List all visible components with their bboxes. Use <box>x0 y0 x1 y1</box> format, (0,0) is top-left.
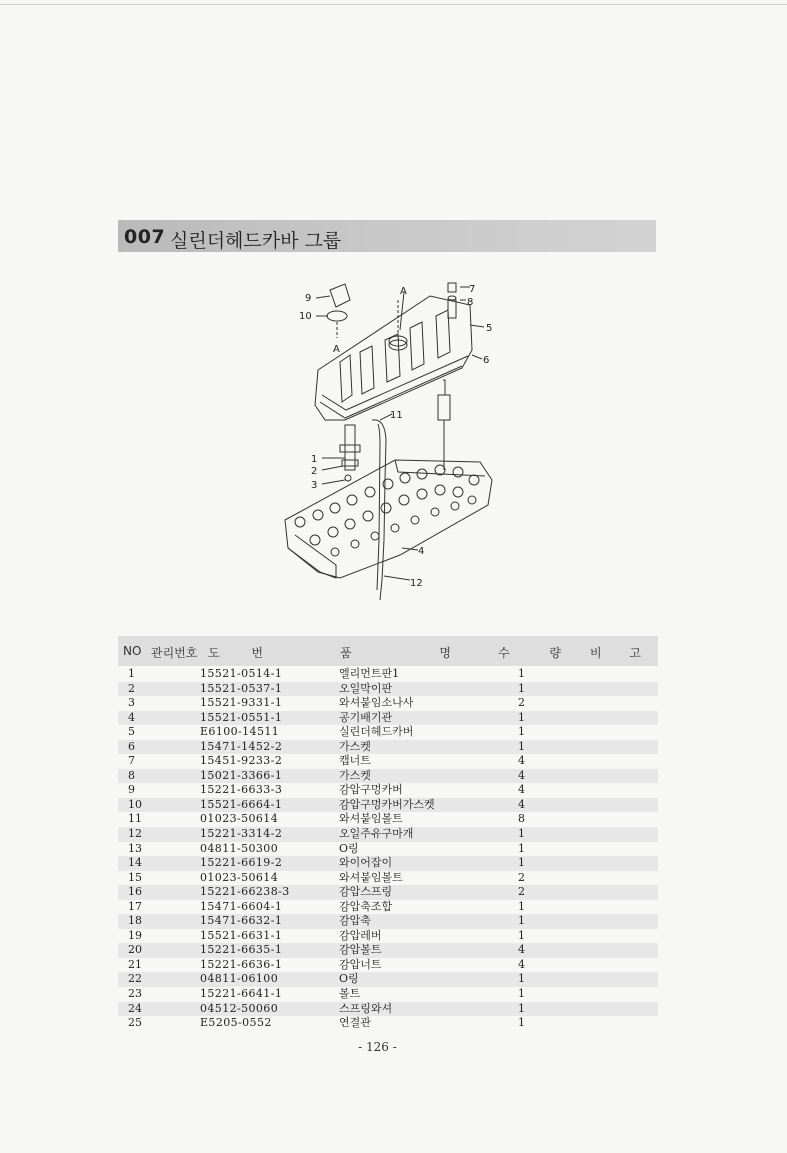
row-quantity: 1 <box>518 928 525 942</box>
row-part-name: 볼트 <box>339 987 361 1001</box>
row-quantity: 2 <box>518 696 525 710</box>
row-part-name: 감압축 <box>339 914 371 928</box>
row-part-number: 15221-6633-3 <box>200 783 283 797</box>
callout-label: 7 <box>469 284 476 295</box>
row-quantity: 4 <box>518 783 525 797</box>
row-part-number: 15221-6641-1 <box>200 987 283 1001</box>
cylinder-head-cover <box>315 296 472 420</box>
row-quantity: 1 <box>518 667 525 680</box>
header-remark: 비 고 <box>590 646 653 660</box>
row-part-number: 15521-0514-1 <box>200 667 283 680</box>
row-no: 5 <box>128 725 135 739</box>
row-part-number: 15471-6632-1 <box>200 914 283 928</box>
table-row <box>118 871 658 886</box>
row-quantity: 4 <box>518 957 525 971</box>
row-no: 1 <box>128 667 135 680</box>
row-no: 6 <box>128 739 135 753</box>
table-row <box>118 711 658 726</box>
row-quantity: 1 <box>518 1001 525 1015</box>
row-no: 21 <box>128 957 142 971</box>
table-row <box>118 682 658 697</box>
row-part-name: 와이어잡이 <box>339 856 393 870</box>
row-part-name: 감압스프링 <box>339 885 393 899</box>
table-row <box>118 856 658 871</box>
callout-label: 9 <box>305 293 312 304</box>
row-quantity: 1 <box>518 1016 525 1030</box>
parts-table-body <box>118 667 658 1031</box>
row-part-number: 15471-6604-1 <box>200 899 283 913</box>
row-quantity: 1 <box>518 856 525 870</box>
row-part-number: 15451-9233-2 <box>200 754 283 768</box>
row-part-name: 가스켓 <box>339 739 371 753</box>
callout-label: 11 <box>390 410 403 421</box>
row-no: 23 <box>128 987 142 1001</box>
row-part-number: 15221-66238-3 <box>200 885 290 899</box>
callout-label: 6 <box>483 355 490 366</box>
cylinder-head-cover-diagram <box>270 278 500 610</box>
callout-label: 3 <box>311 480 318 491</box>
row-quantity: 1 <box>518 899 525 913</box>
row-quantity: 1 <box>518 681 525 695</box>
row-no: 14 <box>128 856 142 870</box>
row-part-name: 오일주유구마개 <box>339 827 414 841</box>
row-part-name: 공기배기관 <box>339 710 393 724</box>
row-no: 20 <box>128 943 142 957</box>
table-row <box>118 943 658 958</box>
table-row <box>118 842 658 857</box>
row-part-number: 04811-06100 <box>200 972 279 986</box>
row-quantity: 8 <box>518 812 525 826</box>
row-quantity: 4 <box>518 754 525 768</box>
row-part-number: 15221-6636-1 <box>200 957 283 971</box>
table-row <box>118 900 658 915</box>
row-quantity: 4 <box>518 768 525 782</box>
row-quantity: 1 <box>518 841 525 855</box>
callout-label: 5 <box>486 323 493 334</box>
table-row <box>118 1002 658 1017</box>
row-part-name: O링 <box>339 972 359 986</box>
callout-label: 4 <box>418 546 425 557</box>
table-row <box>118 696 658 711</box>
row-no: 10 <box>128 797 142 811</box>
row-part-number: 01023-50614 <box>200 812 279 826</box>
row-part-name: 감압구멍카버가스켓 <box>339 797 435 811</box>
row-part-number: E6100-14511 <box>200 725 280 739</box>
row-part-name: 엘리먼트판1 <box>339 667 400 680</box>
row-part-number: 15521-6664-1 <box>200 797 283 811</box>
row-no: 22 <box>128 972 142 986</box>
row-part-number: 15521-6631-1 <box>200 928 283 942</box>
table-row <box>118 725 658 740</box>
row-quantity: 4 <box>518 943 525 957</box>
header-part-name: 품 명 <box>340 646 493 660</box>
table-row <box>118 1016 658 1031</box>
row-no: 4 <box>128 710 135 724</box>
row-no: 2 <box>128 681 135 695</box>
table-row <box>118 827 658 842</box>
table-row <box>118 783 658 798</box>
row-no: 8 <box>128 768 135 782</box>
row-part-number: 15221-6619-2 <box>200 856 283 870</box>
header-quantity: 수 량 <box>498 646 579 660</box>
row-part-number: 15471-1452-2 <box>200 739 283 753</box>
callout-label: A <box>400 286 407 297</box>
callout-label: 8 <box>467 297 474 308</box>
row-no: 15 <box>128 870 142 884</box>
top-border-line <box>0 4 787 5</box>
table-row <box>118 885 658 900</box>
row-part-number: 04512-50060 <box>200 1001 279 1015</box>
row-no: 19 <box>128 928 142 942</box>
table-row <box>118 667 658 682</box>
row-no: 24 <box>128 1001 142 1015</box>
section-code: 007 <box>124 226 166 248</box>
row-no: 18 <box>128 914 142 928</box>
table-row <box>118 754 658 769</box>
callout-label: 1 <box>311 454 318 465</box>
row-part-name: 오일막이판 <box>339 681 393 695</box>
row-part-name: 감압너트 <box>339 957 382 971</box>
row-part-number: 01023-50614 <box>200 870 279 884</box>
table-row <box>118 740 658 755</box>
row-part-name: 감압구멍카버 <box>339 783 403 797</box>
cylinder-head-block <box>285 460 492 578</box>
row-no: 12 <box>128 827 142 841</box>
table-row <box>118 929 658 944</box>
table-row <box>118 987 658 1002</box>
row-no: 13 <box>128 841 142 855</box>
table-row <box>118 972 658 987</box>
header-drawing-no: 도 번 <box>208 646 277 660</box>
row-part-name: 와셔붙임볼트 <box>339 812 403 826</box>
row-quantity: 1 <box>518 972 525 986</box>
row-part-name: 감압볼트 <box>339 943 382 957</box>
row-quantity: 1 <box>518 987 525 1001</box>
row-part-number: E5205-0552 <box>200 1016 272 1030</box>
row-quantity: 1 <box>518 914 525 928</box>
row-part-number: 15221-6635-1 <box>200 943 283 957</box>
section-title: 실린더헤드카바 그룹 <box>170 230 342 252</box>
row-no: 7 <box>128 754 135 768</box>
row-no: 3 <box>128 696 135 710</box>
row-quantity: 1 <box>518 827 525 841</box>
table-row <box>118 798 658 813</box>
callout-label: A <box>333 344 340 355</box>
row-part-name: 캡너트 <box>339 754 371 768</box>
row-part-name: 가스켓 <box>339 768 371 782</box>
row-part-name: O링 <box>339 841 359 855</box>
row-part-name: 와셔붙임소나사 <box>339 696 414 710</box>
row-part-number: 15021-3366-1 <box>200 768 283 782</box>
callout-label: 10 <box>299 311 312 322</box>
row-quantity: 4 <box>518 797 525 811</box>
table-row <box>118 914 658 929</box>
row-quantity: 2 <box>518 885 525 899</box>
row-part-number: 15521-0551-1 <box>200 710 283 724</box>
parts-table-header <box>118 636 658 666</box>
table-row <box>118 769 658 784</box>
row-quantity: 1 <box>518 725 525 739</box>
row-no: 17 <box>128 899 142 913</box>
header-mgmt-no: 관리번호 <box>151 646 198 660</box>
callout-label: 2 <box>311 466 318 477</box>
row-part-number: 15521-0537-1 <box>200 681 283 695</box>
page-number: - 126 - <box>358 1040 397 1054</box>
row-quantity: 1 <box>518 739 525 753</box>
row-part-name: 스프링와셔 <box>339 1001 393 1015</box>
table-row <box>118 958 658 973</box>
row-quantity: 2 <box>518 870 525 884</box>
row-no: 25 <box>128 1016 142 1030</box>
row-part-name: 감압레버 <box>339 928 382 942</box>
row-part-number: 15221-3314-2 <box>200 827 283 841</box>
row-no: 16 <box>128 885 142 899</box>
row-part-number: 04811-50300 <box>200 841 279 855</box>
table-row <box>118 812 658 827</box>
row-no: 9 <box>128 783 135 797</box>
row-part-name: 와셔붙임볼트 <box>339 870 403 884</box>
row-part-name: 연결관 <box>339 1016 371 1030</box>
callout-label: 12 <box>410 578 423 589</box>
row-part-name: 감압축조합 <box>339 899 393 913</box>
row-no: 11 <box>128 812 142 826</box>
header-no: NO <box>123 644 142 658</box>
row-part-name: 실린더헤드카버 <box>339 725 414 739</box>
row-part-number: 15521-9331-1 <box>200 696 283 710</box>
row-quantity: 1 <box>518 710 525 724</box>
